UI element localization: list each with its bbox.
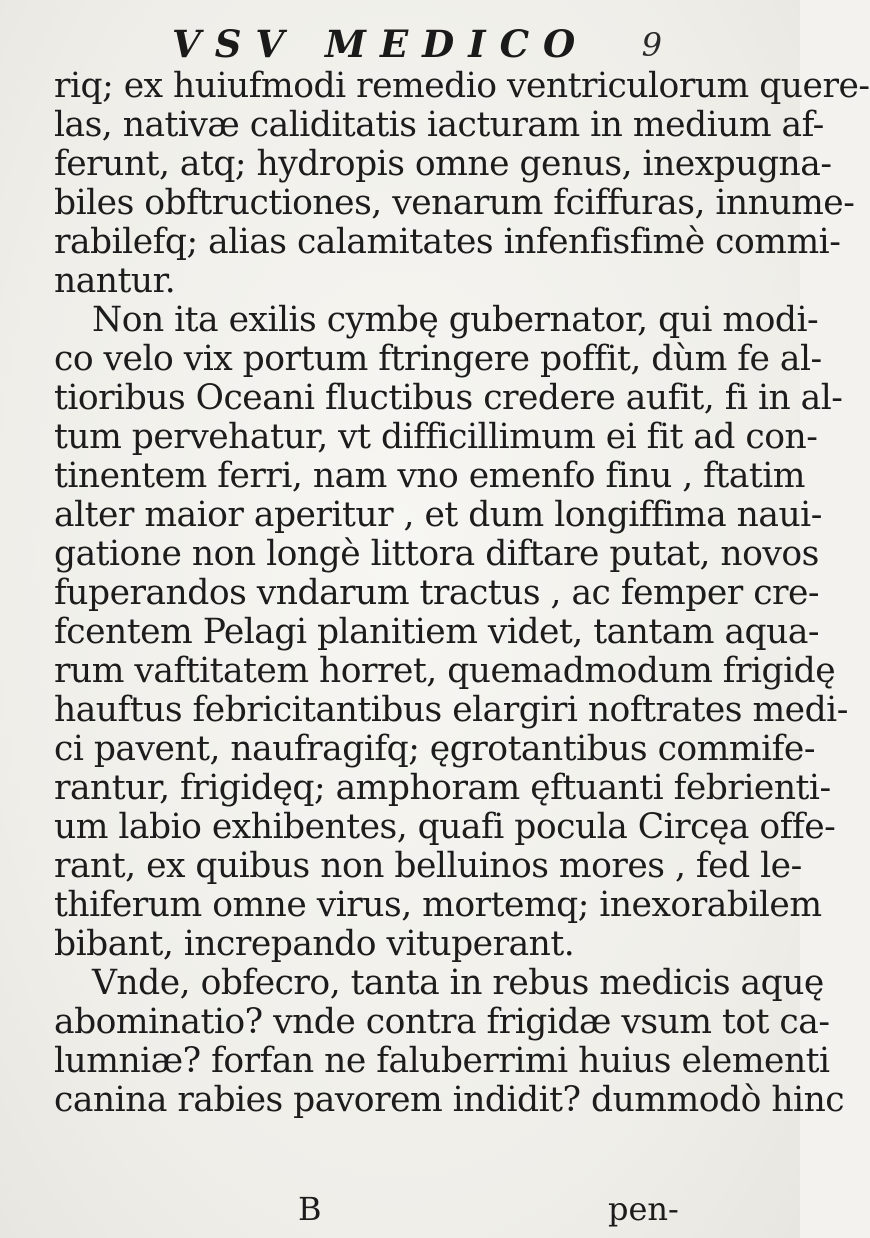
text-line: rabilefq; alias calamitates infenfisfimè commi- [54,222,841,262]
text-line: canina rabies pavorem indidit? dummodò hinc [54,1080,845,1120]
signature-mark: B [298,1190,322,1228]
text-line: tum pervehatur, vt difficillimum ei fit ad con- [54,417,818,457]
text-line: fcentem Pelagi planitiem videt, tantam aqua- [54,612,820,652]
text-line: nantur. [54,261,176,301]
text-line: lumniæ? forfan ne faluberrimi huius elementi [54,1041,830,1081]
text-line: rantur, frigidęq; amphoram ęftuanti febrienti- [54,768,831,808]
text-line: biles obftructiones, venarum fciffuras, innume- [54,183,855,223]
text-line: ferunt, atq; hydropis omne genus, inexpugna- [54,144,832,184]
text-line: Vnde, obfecro, tanta in rebus medicis aquę [92,963,824,1003]
text-line: tioribus Oceani fluctibus credere aufit, fi in al- [54,378,843,418]
text-line: fuperandos vndarum tractus , ac femper cre- [54,573,820,613]
text-line: gatione non longè littora diftare putat, novos [54,534,819,574]
text-line: abominatio? vnde contra frigidæ vsum tot ca- [54,1002,830,1042]
text-line: riq; ex huiufmodi remedio ventriculorum quere- [54,66,870,106]
text-line: um labio exhibentes, quafi pocula Circęa offe- [54,807,836,847]
text-line: tinentem ferri, nam vno emenfo finu , ftatim [54,456,805,496]
text-line: thiferum omne virus, mortemq; inexorabilem [54,885,822,925]
text-line: hauftus febricitantibus elargiri noftrates medi- [54,690,848,730]
text-line: las, nativæ caliditatis iacturam in medium af- [54,105,824,145]
text-line: rant, ex quibus non belluinos mores , fed le- [54,846,802,886]
text-line: co velo vix portum ftringere poffit, dùm fe al- [54,339,822,379]
text-line: alter maior aperitur , et dum longiffima naui- [54,495,822,535]
text-line: rum vaftitatem horret, quemadmodum frigidę [54,651,836,691]
catchword: pen- [608,1190,679,1228]
text-line: bibant, increpando vituperant. [54,924,575,964]
text-line: ci pavent, naufragifq; ęgrotantibus commife- [54,729,815,769]
running-title: VSV MEDICO [172,22,590,66]
page-number: 9 [641,26,662,64]
text-line: Non ita exilis cymbę gubernator, qui modi- [92,300,819,340]
